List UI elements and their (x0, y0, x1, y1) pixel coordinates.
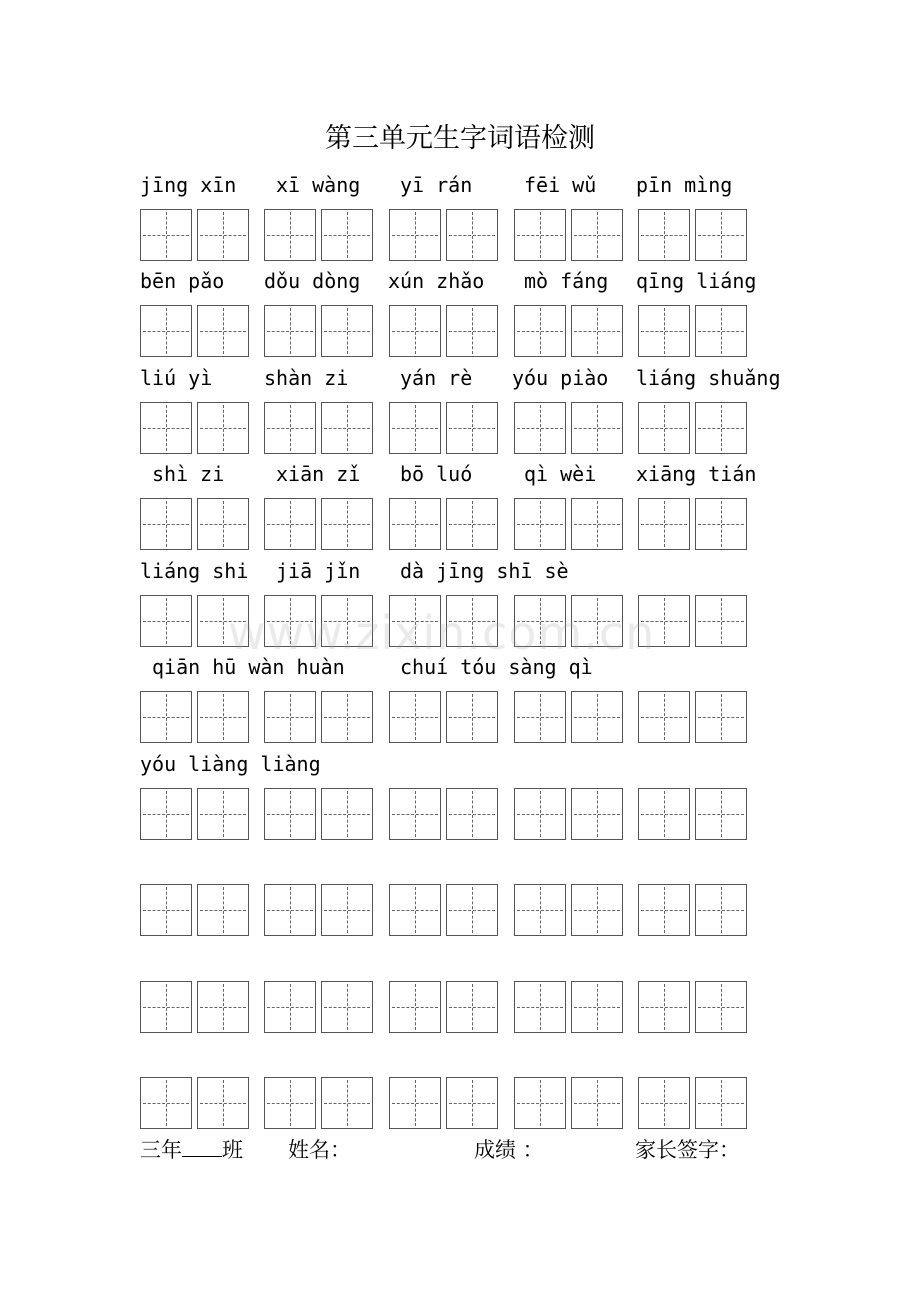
character-cell[interactable] (264, 788, 316, 840)
character-cell[interactable] (389, 498, 441, 550)
character-cell[interactable] (514, 1077, 566, 1129)
grid-row-4 (0, 498, 920, 552)
watermark: www.zixin.com.cn (228, 606, 656, 660)
character-cell[interactable] (514, 884, 566, 936)
character-cell[interactable] (321, 884, 373, 936)
character-cell[interactable] (264, 981, 316, 1033)
pinyin-label: xún zhǎo (388, 269, 485, 293)
grid-row-7 (0, 788, 920, 842)
character-cell[interactable] (571, 305, 623, 357)
pinyin-row-7 (0, 749, 920, 779)
pinyin-row-2 (0, 266, 920, 296)
pinyin-label: yóu piào (512, 366, 609, 390)
character-cell[interactable] (140, 402, 192, 454)
character-cell[interactable] (321, 402, 373, 454)
pinyin-label: dà jīng shī sè (400, 559, 569, 583)
character-cell[interactable] (264, 884, 316, 936)
character-cell[interactable] (264, 498, 316, 550)
word-box[interactable] (514, 691, 624, 743)
character-cell[interactable] (197, 402, 249, 454)
word-box[interactable] (389, 1077, 499, 1129)
character-cell[interactable] (140, 498, 192, 550)
character-cell[interactable] (638, 305, 690, 357)
word-box[interactable] (140, 1077, 250, 1129)
word-box[interactable] (140, 788, 250, 840)
word-box[interactable] (389, 884, 499, 936)
word-box[interactable] (638, 788, 748, 840)
character-cell[interactable] (197, 884, 249, 936)
word-box[interactable] (264, 209, 374, 261)
pinyin-label: chuí tóu sàng qì (400, 655, 593, 679)
parent-signature-label: 家长签字： (635, 1138, 740, 1162)
word-box[interactable] (140, 884, 250, 936)
word-box[interactable] (389, 209, 499, 261)
word-box[interactable] (514, 209, 624, 261)
character-cell[interactable] (140, 595, 192, 647)
word-box[interactable] (638, 305, 748, 357)
character-cell[interactable] (264, 305, 316, 357)
word-box[interactable] (514, 981, 624, 1033)
pinyin-label: mò fáng (524, 269, 609, 293)
character-cell[interactable] (446, 209, 498, 261)
character-cell[interactable] (571, 788, 623, 840)
pinyin-label: shàn zi (264, 366, 349, 390)
character-cell[interactable] (695, 402, 747, 454)
character-cell[interactable] (389, 788, 441, 840)
character-cell[interactable] (638, 884, 690, 936)
character-cell[interactable] (446, 305, 498, 357)
word-box[interactable] (264, 402, 374, 454)
pinyin-label: yóu liàng liàng (140, 752, 321, 776)
character-cell[interactable] (321, 209, 373, 261)
character-cell[interactable] (695, 691, 747, 743)
character-cell[interactable] (571, 402, 623, 454)
character-cell[interactable] (197, 209, 249, 261)
word-box[interactable] (140, 402, 250, 454)
character-cell[interactable] (321, 305, 373, 357)
character-cell[interactable] (571, 498, 623, 550)
character-cell[interactable] (321, 981, 373, 1033)
character-cell[interactable] (264, 209, 316, 261)
character-cell[interactable] (695, 595, 747, 647)
character-cell[interactable] (514, 209, 566, 261)
word-box[interactable] (638, 1077, 748, 1129)
class-suffix: 班 (222, 1138, 243, 1162)
pinyin-label: jīng xīn (140, 173, 237, 197)
word-box[interactable] (264, 691, 374, 743)
grid-row-3 (0, 402, 920, 456)
word-box[interactable] (514, 1077, 624, 1129)
character-cell[interactable] (514, 788, 566, 840)
character-cell[interactable] (446, 402, 498, 454)
pinyin-row-4 (0, 459, 920, 489)
character-cell[interactable] (197, 305, 249, 357)
character-cell[interactable] (264, 402, 316, 454)
character-cell[interactable] (446, 1077, 498, 1129)
character-cell[interactable] (695, 1077, 747, 1129)
character-cell[interactable] (140, 209, 192, 261)
character-cell[interactable] (446, 884, 498, 936)
word-box[interactable] (638, 498, 748, 550)
word-box[interactable] (140, 305, 250, 357)
grid-row-2 (0, 305, 920, 359)
character-cell[interactable] (638, 209, 690, 261)
pinyin-label: liú yì (140, 366, 213, 390)
character-cell[interactable] (446, 498, 498, 550)
pinyin-row-3 (0, 363, 920, 393)
character-cell[interactable] (638, 1077, 690, 1129)
character-cell[interactable] (389, 691, 441, 743)
pinyin-label: fēi wǔ (524, 173, 597, 197)
class-field (140, 1134, 243, 1166)
word-box[interactable] (389, 691, 499, 743)
pinyin-label: pīn mìng (636, 173, 733, 197)
word-box[interactable] (638, 402, 748, 454)
word-box[interactable] (514, 402, 624, 454)
character-cell[interactable] (140, 788, 192, 840)
pinyin-label: shì zi (152, 462, 225, 486)
character-cell[interactable] (140, 305, 192, 357)
pinyin-label: liáng shi (140, 559, 249, 583)
word-box[interactable] (514, 884, 624, 936)
character-cell[interactable] (695, 209, 747, 261)
character-cell[interactable] (264, 691, 316, 743)
character-cell[interactable] (197, 981, 249, 1033)
word-box[interactable] (514, 305, 624, 357)
name-label: 姓名： (288, 1138, 351, 1162)
word-box[interactable] (140, 498, 250, 550)
character-cell[interactable] (389, 884, 441, 936)
character-cell[interactable] (140, 981, 192, 1033)
pinyin-label: bēn pǎo (140, 269, 225, 293)
word-box[interactable] (638, 209, 748, 261)
character-cell[interactable] (695, 981, 747, 1033)
character-cell[interactable] (197, 788, 249, 840)
pinyin-label: dǒu dòng (264, 269, 361, 293)
character-cell[interactable] (197, 691, 249, 743)
character-cell[interactable] (321, 691, 373, 743)
character-cell[interactable] (197, 498, 249, 550)
character-cell[interactable] (638, 498, 690, 550)
character-cell[interactable] (321, 788, 373, 840)
character-cell[interactable] (321, 498, 373, 550)
pinyin-label: xī wàng (276, 173, 361, 197)
word-box[interactable] (389, 788, 499, 840)
grid-row-1 (0, 209, 920, 263)
character-cell[interactable] (321, 1077, 373, 1129)
character-cell[interactable] (264, 1077, 316, 1129)
page-title: 第三单元生字词语检测 (325, 123, 595, 154)
footer (0, 1134, 920, 1166)
grid-row-6 (0, 691, 920, 745)
character-cell[interactable] (638, 788, 690, 840)
character-cell[interactable] (514, 981, 566, 1033)
pinyin-label: bō luó (400, 462, 473, 486)
character-cell[interactable] (638, 691, 690, 743)
character-cell[interactable] (571, 209, 623, 261)
character-cell[interactable] (695, 788, 747, 840)
pinyin-label: qīng liáng (636, 269, 757, 293)
character-cell[interactable] (514, 691, 566, 743)
word-box[interactable] (389, 305, 499, 357)
word-box[interactable] (140, 691, 250, 743)
pinyin-label: liáng shuǎng (636, 366, 781, 390)
character-cell[interactable] (514, 498, 566, 550)
pinyin-label: qì wèi (524, 462, 597, 486)
grid-row-9 (0, 981, 920, 1035)
word-box[interactable] (389, 981, 499, 1033)
character-cell[interactable] (140, 691, 192, 743)
pinyin-row-1 (0, 170, 920, 200)
word-box[interactable] (264, 884, 374, 936)
character-cell[interactable] (571, 884, 623, 936)
word-box[interactable] (638, 981, 748, 1033)
pinyin-label: yán rè (400, 366, 473, 390)
character-cell[interactable] (389, 305, 441, 357)
character-cell[interactable] (638, 981, 690, 1033)
word-box[interactable] (514, 788, 624, 840)
word-box[interactable] (264, 1077, 374, 1129)
character-cell[interactable] (695, 305, 747, 357)
character-cell[interactable] (514, 305, 566, 357)
pinyin-label: jiā jǐn (276, 559, 361, 583)
grid-row-10 (0, 1077, 920, 1131)
word-box[interactable] (264, 498, 374, 550)
character-cell[interactable] (140, 884, 192, 936)
word-box[interactable] (389, 498, 499, 550)
character-cell[interactable] (514, 402, 566, 454)
word-box[interactable] (264, 788, 374, 840)
word-box[interactable] (264, 981, 374, 1033)
word-box[interactable] (140, 209, 250, 261)
character-cell[interactable] (446, 691, 498, 743)
character-cell[interactable] (389, 981, 441, 1033)
grid-row-8 (0, 884, 920, 938)
character-cell[interactable] (638, 402, 690, 454)
word-box[interactable] (389, 402, 499, 454)
score-label: 成绩 ： (474, 1138, 544, 1162)
character-cell[interactable] (571, 1077, 623, 1129)
pinyin-row-5 (0, 556, 920, 586)
pinyin-label: yī rán (400, 173, 473, 197)
character-cell[interactable] (197, 1077, 249, 1129)
pinyin-label: qiān hū wàn huàn (152, 655, 345, 679)
character-cell[interactable] (446, 981, 498, 1033)
character-cell[interactable] (389, 402, 441, 454)
word-box[interactable] (638, 691, 748, 743)
character-cell[interactable] (446, 788, 498, 840)
character-cell[interactable] (571, 981, 623, 1033)
character-cell[interactable] (140, 1077, 192, 1129)
character-cell[interactable] (571, 691, 623, 743)
character-cell[interactable] (695, 498, 747, 550)
class-prefix: 三年 (140, 1138, 182, 1162)
word-box[interactable] (264, 305, 374, 357)
character-cell[interactable] (695, 884, 747, 936)
word-box[interactable] (140, 981, 250, 1033)
pinyin-label: xiāng tián (636, 462, 757, 486)
character-cell[interactable] (389, 209, 441, 261)
pinyin-label: xiān zǐ (276, 462, 361, 486)
word-box[interactable] (514, 498, 624, 550)
word-box[interactable] (638, 884, 748, 936)
character-cell[interactable] (389, 1077, 441, 1129)
class-blank[interactable] (182, 1136, 222, 1157)
